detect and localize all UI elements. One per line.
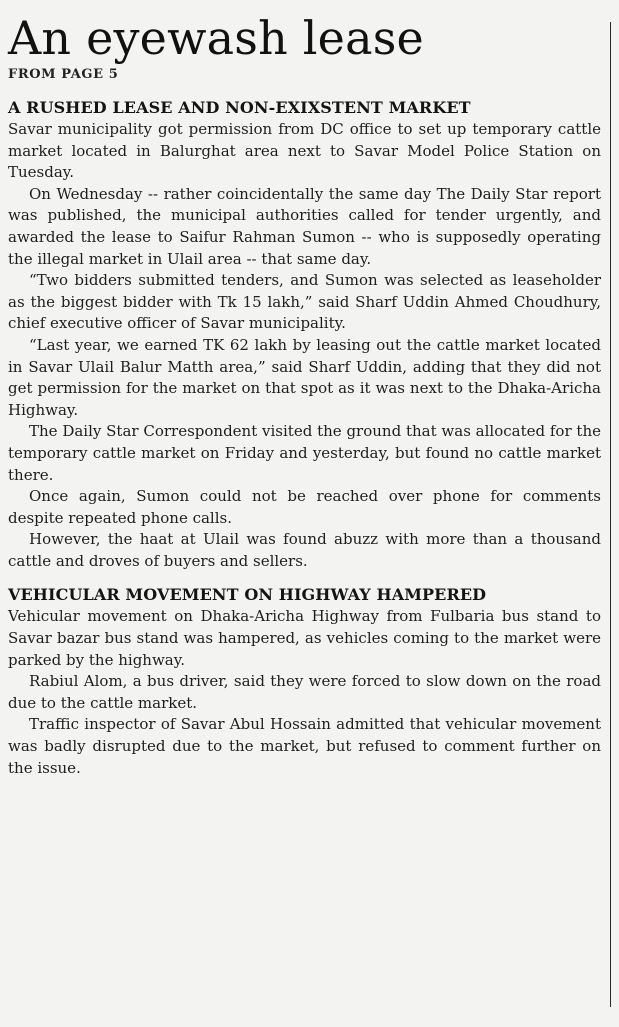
article — [8, 0, 601, 779]
continuation-label: FROM PAGE 5 — [8, 67, 119, 82]
paragraph: Vehicular movement on Dhaka-Aricha Highway from Fulbaria bus stand to Savar bazar bus stand was hampered, as vehicles coming to the market were parked by the highway. — [8, 607, 601, 669]
paragraph: However, the haat at Ulail was found abuzz with more than a thousand cattle and droves of buyers and sellers. — [8, 530, 601, 570]
section-vehicular-movement — [8, 584, 601, 779]
paragraph: Savar municipality got permission from DC office to set up temporary cattle market located in Balurghat area next to Savar Model Police Station on Tuesday. — [8, 120, 601, 182]
section-rushed-lease — [8, 97, 601, 572]
paragraph: Once again, Sumon could not be reached over phone for comments despite repeated phone calls. — [8, 487, 601, 527]
paragraph: “Two bidders submitted tenders, and Sumon was selected as leaseholder as the biggest bidder with Tk 15 lakh,” said Sharf Uddin Ahmed Choudhury, chief executive officer of Savar municipality. — [8, 271, 601, 333]
paragraph: “Last year, we earned TK 62 lakh by leasing out the cattle market located in Savar Ulail Balur Matth area,” said Sharf Uddin, adding that they did not get permission for the market on that spot as it was next to the Dhaka-Aricha Highway. — [8, 335, 601, 419]
section-heading: VEHICULAR MOVEMENT ON HIGHWAY HAMPERED — [8, 585, 487, 605]
paragraph: Rabiul Alom, a bus driver, said they were forced to slow down on the road due to the cattle market. — [8, 672, 601, 712]
section-heading: A RUSHED LEASE AND NON-EXIXSTENT MARKET — [8, 98, 471, 117]
column-rule — [610, 22, 611, 1007]
paragraph: Traffic inspector of Savar Abul Hossain admitted that vehicular movement was badly disrupted due to the market, but refused to comment further on the issue. — [8, 715, 601, 777]
paragraph: The Daily Star Correspondent visited the ground that was allocated for the temporary cattle market on Friday and yesterday, but found no cattle market there. — [8, 422, 601, 484]
headline: An eyewash lease — [8, 11, 424, 65]
paragraph: On Wednesday -- rather coincidentally the same day The Daily Star report was published, the municipal authorities called for tender urgently, and awarded the lease to Saifur Rahman Sumon -- who is supposedly operating the illegal market in Ulail area -- that same day. — [8, 184, 601, 268]
